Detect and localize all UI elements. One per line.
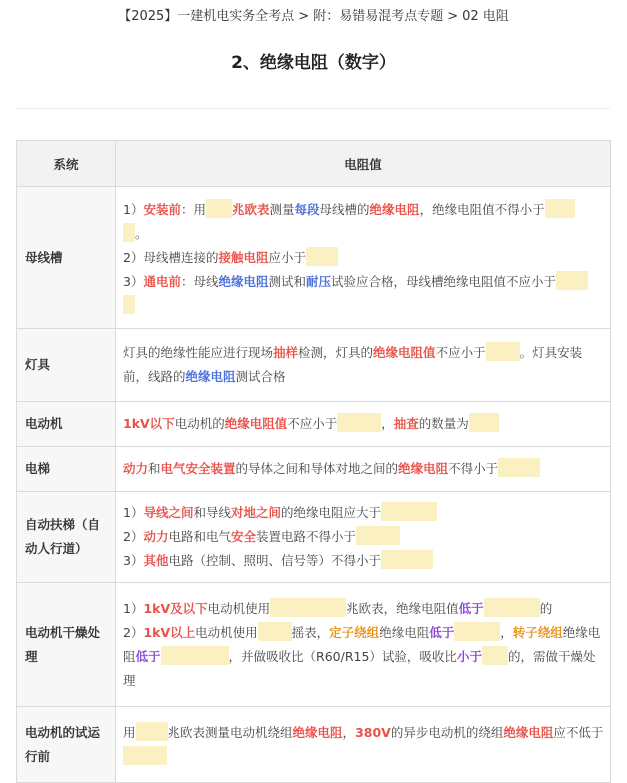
answer-blank[interactable] (498, 458, 540, 477)
table-row (17, 187, 611, 329)
text: 2） (123, 529, 144, 544)
breadcrumb-course[interactable]: 【2025】一建机电实务全考点 (118, 9, 295, 24)
text: 2） (123, 624, 144, 640)
row-value-motor-trial (116, 707, 611, 783)
table-row (17, 583, 611, 707)
text: 绝缘电阻 (379, 624, 430, 640)
row-value-motor (116, 402, 611, 447)
text: 的导体之间和导体对地之间的 (235, 461, 399, 476)
highlight-text: 兆欧表 (231, 201, 270, 217)
text: 测试合格 (235, 369, 286, 384)
highlight-text: 安装前 (143, 201, 181, 217)
text: 1） (123, 201, 144, 217)
row-value-elevator (116, 447, 611, 492)
highlight-text: 耐压 (306, 273, 332, 289)
answer-blank[interactable] (469, 413, 499, 432)
escalator-line-1 (123, 501, 604, 525)
table-row (17, 329, 611, 402)
text: 母线槽的 (319, 201, 370, 217)
highlight-text: 380V (355, 724, 391, 740)
answer-blank[interactable] (306, 247, 338, 266)
breadcrumb (0, 5, 627, 24)
answer-blank[interactable] (136, 722, 168, 741)
text: 3） (123, 553, 144, 568)
busway-line-2 (123, 246, 604, 270)
text: 1） (123, 600, 144, 616)
escalator-line-3 (123, 549, 604, 573)
text: 1） (123, 505, 144, 520)
highlight-text: 绝缘电阻 (503, 724, 554, 740)
text: 不应小于 (287, 416, 338, 431)
text: 兆欧表测量电动机绕组 (167, 724, 293, 740)
text: 测量 (269, 201, 295, 217)
highlight-text: 1kV及以下 (143, 600, 208, 616)
text: 绝缘电阻 (123, 624, 601, 664)
text: ，绝缘电阻值不得小于 (419, 201, 545, 217)
highlight-text: 安全 (230, 529, 256, 544)
row-system-motor: 电动机 (17, 402, 116, 447)
text: 应不低于 (553, 724, 604, 740)
answer-blank[interactable] (381, 502, 437, 521)
text: 2）母线槽连接的 (123, 249, 219, 265)
highlight-text: 导线之间 (143, 505, 194, 520)
answer-blank[interactable] (482, 646, 508, 665)
highlight-text: 转子绕组 (512, 624, 563, 640)
row-system-lamp: 灯具 (17, 329, 116, 402)
text: 。 (135, 225, 148, 241)
text: ， (500, 624, 513, 640)
highlight-text: 通电前 (143, 273, 181, 289)
highlight-text: 低于 (458, 600, 484, 616)
text: 的绝缘电阻应大于 (281, 505, 382, 520)
motor-dry-line-1 (123, 597, 604, 621)
row-value-busway (116, 187, 611, 329)
answer-blank[interactable] (206, 199, 232, 218)
answer-blank[interactable] (484, 598, 540, 617)
highlight-text: 接触电阻 (218, 249, 269, 265)
highlight-text: 每段 (294, 201, 320, 217)
busway-line-1 (123, 198, 604, 246)
text: 不得小于 (448, 461, 499, 476)
highlight-text: 定子绕组 (329, 624, 380, 640)
answer-blank[interactable] (123, 223, 135, 242)
table-row (17, 402, 611, 447)
text: 摇表， (291, 624, 330, 640)
text: 3） (123, 273, 144, 289)
table-row (17, 447, 611, 492)
highlight-text: 对地之间 (230, 505, 281, 520)
answer-blank[interactable] (161, 646, 229, 665)
text: 电动机使用 (207, 600, 271, 616)
highlight-text: 动力 (123, 461, 149, 476)
table-row (17, 492, 611, 583)
text: 的异步电动机的绕组 (390, 724, 504, 740)
answer-blank[interactable] (545, 199, 575, 218)
text: 装置电路不得小于 (256, 529, 357, 544)
row-system-escalator: 自动扶梯（自动人行道） (17, 492, 116, 583)
highlight-text: 抽查 (393, 416, 419, 431)
highlight-text: 绝缘电阻 (292, 724, 343, 740)
text: 测试和 (268, 273, 307, 289)
text: 不应小于 (435, 345, 486, 360)
text: 和导线 (193, 505, 231, 520)
text: 电动机的 (174, 416, 225, 431)
answer-blank[interactable] (556, 271, 588, 290)
highlight-text: 绝缘电阻 (398, 461, 449, 476)
header-system: 系统 (17, 141, 116, 187)
breadcrumb-separator: > (298, 9, 310, 24)
highlight-text: 1kV以上 (143, 624, 196, 640)
answer-blank[interactable] (356, 526, 400, 545)
breadcrumb-separator: > (447, 9, 459, 24)
highlight-text: 绝缘电阻 (185, 369, 236, 384)
text: ， (342, 724, 356, 740)
table-header-row (17, 141, 611, 187)
text: ，并做吸收比（R60/R15）试验，吸收比 (228, 648, 457, 664)
text: ：母线 (180, 273, 219, 289)
row-value-escalator (116, 492, 611, 583)
row-value-motor-dry (116, 583, 611, 707)
breadcrumb-topic[interactable]: 附：易错易混考点专题 (313, 9, 444, 24)
text: 用 (123, 724, 136, 740)
text: 灯具的绝缘性能应进行现场 (123, 345, 274, 360)
answer-blank[interactable] (123, 295, 135, 314)
motor-dry-line-2 (123, 621, 604, 693)
resistance-table (16, 140, 611, 783)
answer-blank[interactable] (486, 342, 520, 361)
text: 兆欧表，绝缘电阻值 (346, 600, 459, 616)
text: 的数量为 (418, 416, 469, 431)
highlight-text: 其他 (143, 553, 169, 568)
text: 。灯具安装前，线路的 (123, 345, 583, 384)
highlight-text: 抽样 (273, 345, 299, 360)
highlight-text: 电气安全装置 (160, 461, 236, 476)
answer-blank[interactable] (381, 550, 433, 569)
text: ， (381, 416, 394, 431)
highlight-text: 低于 (135, 648, 161, 664)
busway-line-3 (123, 270, 604, 318)
highlight-text: 绝缘电阻 (218, 273, 269, 289)
text: 试验应合格，母线槽绝缘电阻值不应小于 (331, 273, 557, 289)
highlight-text: 绝缘电阻值 (224, 416, 288, 431)
highlight-text: 绝缘电阻值 (373, 345, 436, 360)
text: 的 (539, 600, 553, 616)
answer-blank[interactable] (258, 622, 292, 641)
title-divider (16, 108, 610, 109)
text: 电动机使用 (195, 624, 258, 640)
highlight-text: 绝缘电阻 (369, 201, 420, 217)
breadcrumb-current: 02 电阻 (462, 9, 509, 24)
answer-blank[interactable] (454, 622, 500, 641)
row-value-lamp (116, 329, 611, 402)
highlight-text: 动力 (143, 529, 169, 544)
header-resistance: 电阻值 (116, 141, 611, 187)
row-system-busway: 母线槽 (17, 187, 116, 329)
text: 应小于 (268, 249, 306, 265)
highlight-text: 小于 (456, 648, 482, 664)
table-row (17, 707, 611, 783)
escalator-line-2 (123, 525, 604, 549)
answer-blank[interactable] (123, 746, 167, 765)
page-title: 2、绝缘电阻（数字） (231, 53, 396, 73)
highlight-text: 1kV以下 (123, 416, 175, 431)
row-system-motor-trial: 电动机的试运行前 (17, 707, 116, 783)
highlight-text: 低于 (429, 624, 455, 640)
text: 的，需做干燥处理 (123, 648, 596, 688)
text: 检测，灯具的 (298, 345, 374, 360)
text: 电路（控制、照明、信号等）不得小于 (168, 553, 381, 568)
text: 和 (148, 461, 161, 476)
text: ：用 (180, 201, 206, 217)
row-system-elevator: 电梯 (17, 447, 116, 492)
row-system-motor-dry: 电动机干燥处理 (17, 583, 116, 707)
answer-blank[interactable] (270, 598, 346, 617)
text: 电路和电气 (168, 529, 231, 544)
answer-blank[interactable] (337, 413, 381, 432)
